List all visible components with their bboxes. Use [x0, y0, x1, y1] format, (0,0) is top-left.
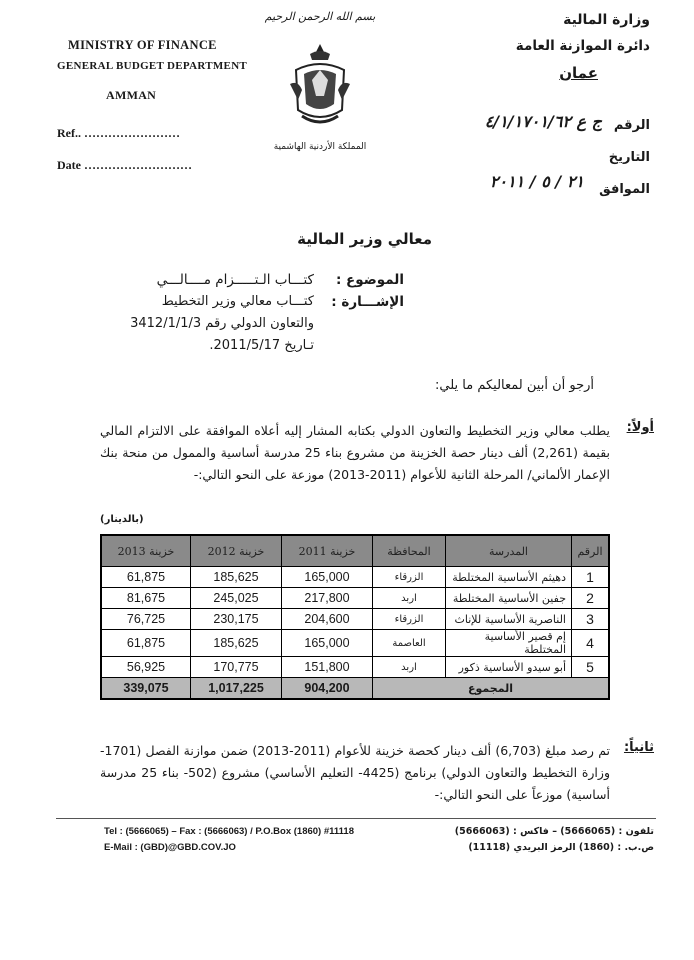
corresponding-label-ar: الموافق: [599, 182, 650, 197]
reference-line1: كتـــاب معالي وزير التخطيط: [161, 294, 314, 309]
table-row: [101, 588, 609, 609]
addressee: معالي وزير المالية: [297, 230, 432, 248]
cell-number: 3: [572, 609, 610, 630]
cell-governorate: العاصمة: [373, 630, 446, 657]
intro-text: أرجو أن أبين لمعاليكم ما يلي:: [435, 378, 594, 393]
ref-value-ar: ج ع ٤/١/١٧٠١/٦٢: [484, 112, 602, 131]
header-school: المدرسة: [446, 535, 572, 567]
basmala: بسم الله الرحمن الرحيم: [264, 10, 376, 23]
table-unit-note: (بالدينار): [100, 514, 144, 525]
cell-number: 1: [572, 567, 610, 588]
cell-governorate: اربد: [373, 657, 446, 678]
cell-school: أبو سيدو الأساسية ذكور: [446, 657, 572, 678]
header-2011: خزينة 2011: [282, 535, 373, 567]
cell-2011: 204,600: [282, 609, 373, 630]
table-row: [101, 609, 609, 630]
cell-2011: 165,000: [282, 630, 373, 657]
cell-2013: 81,675: [101, 588, 191, 609]
cell-2011: 217,800: [282, 588, 373, 609]
cell-2011: 165,000: [282, 567, 373, 588]
first-paragraph: يطلب معالي وزير التخطيط والتعاون الدولي بكتابه المشار إليه أعلاه الموافقة على الالتزام المالي بقيمة (2,261) ألف دينار حصة الخزينة من مشروع بناء 25 مدرسة أساسية والممول من منحة بنك الإعمار الألماني/ المرحلة الثانية للأعوام (2011-2013) موزعة على النحو التالي:-: [100, 423, 610, 482]
cell-number: 4: [572, 630, 610, 657]
subject-value: كتـــاب الـتـــــزام مــــالـــي: [156, 272, 314, 288]
reference-label: الإشـــارة :: [331, 294, 404, 310]
cell-number: 2: [572, 588, 610, 609]
commitment-table: [100, 534, 610, 700]
date-label-en: Date ………………………: [57, 158, 192, 172]
cell-2013: 76,725: [101, 609, 191, 630]
table-header-row: [101, 535, 609, 567]
header-2013: خزينة 2013: [101, 535, 191, 567]
cell-2012: 170,775: [191, 657, 282, 678]
ref-label-en: Ref.. ……………………: [57, 126, 180, 140]
city-ar: عمان: [559, 64, 598, 82]
total-2011: 904,200: [282, 678, 373, 700]
header-governorate: المحافظة: [373, 535, 446, 567]
cell-school: إم قصير الأساسية المختلطة: [446, 630, 572, 657]
subject-label: الموضوع :: [335, 272, 404, 288]
second-paragraph: تم رصد مبلغ (6,703) ألف دينار كحصة خزينة للأعوام (2011-2013) ضمن موازنة الفصل (1701- وزارة التخطيط والتعاون الدولي) برنامج (4425- التعليم الأساسي) مشروع (502- بناء 25 مدرسة أساسية) موزعاً على النحو التالي:-: [100, 743, 610, 802]
cell-school: دهيثم الأساسية المختلطة: [446, 567, 572, 588]
cell-2012: 230,175: [191, 609, 282, 630]
cell-school: جفين الأساسية المختلطة: [446, 588, 572, 609]
jordan-emblem-icon: [288, 40, 352, 130]
table-total-row: [101, 678, 609, 700]
reference-line2: والتعاون الدولي رقم 3412/1/1/3: [130, 316, 314, 331]
table-row: [101, 657, 609, 678]
cell-2011: 151,800: [282, 657, 373, 678]
footer-divider: [56, 818, 656, 819]
table-row: [101, 567, 609, 588]
footer-contact-en: Tel : (5666065) – Fax : (5666063) / P.O.Box (1860) #11118: [104, 826, 354, 837]
total-2013: 339,075: [101, 678, 191, 700]
table-row: [101, 630, 609, 657]
cell-2013: 61,875: [101, 567, 191, 588]
cell-governorate: الزرقاء: [373, 567, 446, 588]
cell-2012: 245,025: [191, 588, 282, 609]
department-ar: دائرة الموازنة العامة: [515, 38, 650, 54]
date-label-ar: التاريخ: [608, 150, 650, 165]
cell-2012: 185,625: [191, 630, 282, 657]
total-2012: 1,017,225: [191, 678, 282, 700]
emblem-caption: المملكة الأردنية الهاشمية: [273, 142, 367, 152]
footer-email-en: E-Mail : (GBD)@GBD.COV.JO: [104, 842, 236, 853]
cell-2012: 185,625: [191, 567, 282, 588]
ministry-en: MINISTRY OF FINANCE: [68, 38, 217, 52]
first-label: أولاً:: [626, 420, 654, 435]
cell-governorate: الزرقاء: [373, 609, 446, 630]
footer-postal-ar: ص.ب. : (1860) الرمز البريدي (11118): [468, 842, 654, 853]
corresponding-value-ar: ٢١ / ٥ / ٢٠١١: [489, 172, 584, 191]
ref-label-ar: الرقم: [613, 118, 650, 133]
second-label: ثانياً:: [623, 740, 654, 755]
header-2012: خزينة 2012: [191, 535, 282, 567]
city-en: AMMAN: [106, 88, 157, 102]
department-en: GENERAL BUDGET DEPARTMENT: [57, 60, 248, 72]
reference-line3: تـاريخ 2011/5/17.: [209, 338, 314, 353]
header-number: الرقم: [572, 535, 610, 567]
cell-governorate: اربد: [373, 588, 446, 609]
footer-contact-ar: تلفون : (5666065) – فاكس : (5666063): [454, 826, 654, 837]
cell-school: الناصرية الأساسية للإناث: [446, 609, 572, 630]
cell-2013: 56,925: [101, 657, 191, 678]
cell-number: 5: [572, 657, 610, 678]
ministry-ar: وزارة المالية: [563, 12, 650, 28]
cell-2013: 61,875: [101, 630, 191, 657]
total-label: المجموع: [373, 678, 610, 700]
